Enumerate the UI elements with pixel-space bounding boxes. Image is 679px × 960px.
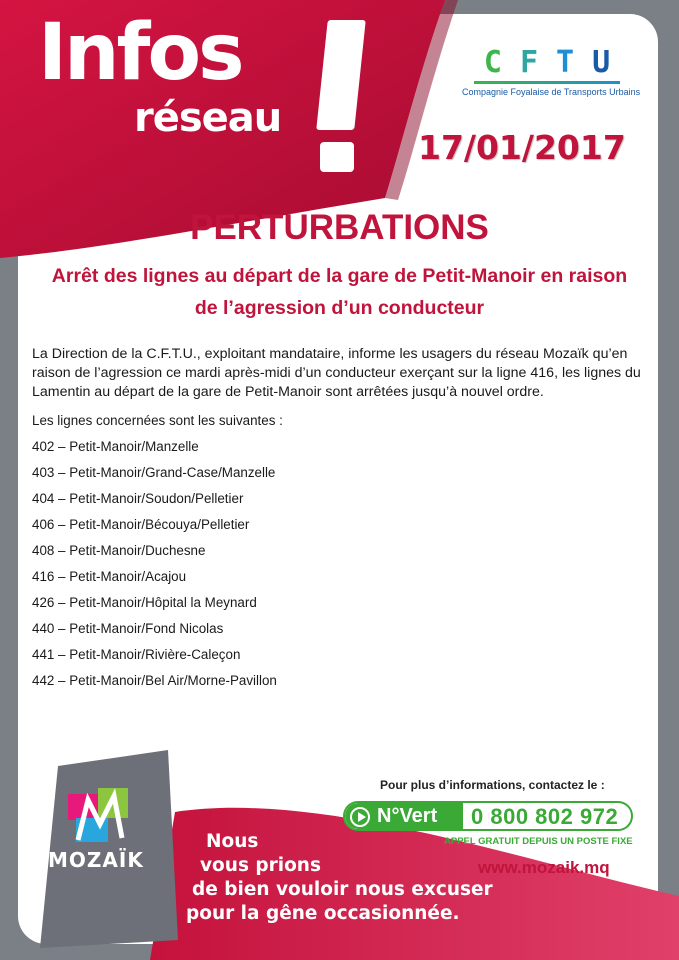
cftu-letter-t: T [556,45,575,80]
cftu-letter-u: U [592,45,611,80]
reseau-title: réseau [134,95,282,141]
notice-intro: La Direction de la C.F.T.U., exploitant mandataire, informe les usagers du réseau Mozaïk qu’en raison de l’agression ce mardi après-midi d’un conducteur exerçant sur la ligne 416, les lignes du Lamentin au départ de la gare de Petit-Manoir sont arrêtées jusqu’à nouvel ordre. [32,346,641,400]
play-arrow-icon [350,807,370,827]
cftu-logo [462,45,641,106]
cftu-letter-f: F [519,45,538,80]
list-item: 416 – Petit-Manoir/Acajou [32,569,187,584]
list-item: 404 – Petit-Manoir/Soudon/Pelletier [32,491,244,506]
mozaik-logo-icon [42,770,162,850]
list-item: 408 – Petit-Manoir/Duchesne [32,543,206,558]
numero-vert-label: N°Vert [377,805,438,827]
free-call-note: APPEL GRATUIT DEPUIS UN POSTE FIXE [444,836,633,847]
list-item: 441 – Petit-Manoir/Rivière-Caleçon [32,647,241,662]
list-item: 442 – Petit-Manoir/Bel Air/Morne-Pavillon [32,673,277,688]
website-link[interactable]: www.mozaik.mq [478,858,610,877]
list-item: 406 – Petit-Manoir/Bécouya/Pelletier [32,517,250,532]
apology-line-4: pour la gêne occasionnée. [186,903,460,924]
list-item: 402 – Petit-Manoir/Manzelle [32,439,199,454]
affected-lines-list [32,438,277,698]
list-item: 426 – Petit-Manoir/Hôpital la Meynard [32,595,257,610]
notice-date: 17/01/2017 [418,128,626,167]
apology-message [186,830,516,926]
notice-title: PERTURBATIONS [190,208,489,247]
cftu-letter-c: C [483,45,502,80]
mozaik-brand-name: MOZAÏK [48,848,144,872]
apology-line-2: vous prions [200,855,321,876]
numero-vert-label-area [345,803,463,829]
list-item: 403 – Petit-Manoir/Grand-Case/Manzelle [32,465,276,480]
cftu-full-name: Compagnie Foyalaise de Transports Urbains [462,87,641,97]
numero-vert-badge[interactable] [343,801,633,831]
concerned-lines-label: Les lignes concernées sont les suivantes : [32,413,283,428]
infos-title: Infos [38,8,242,98]
apology-line-1: Nous [206,831,259,852]
subtitle-line-1: Arrêt des lignes au départ de la gare de Petit-Manoir en raison [51,265,628,287]
contact-label: Pour plus d’informations, contactez le : [380,778,605,792]
list-item: 440 – Petit-Manoir/Fond Nicolas [32,621,224,636]
exclamation-dot-icon [320,142,354,172]
cftu-underline [474,81,620,84]
subtitle-line-2: de l’agression d’un conducteur [194,297,485,319]
apology-line-3: de bien vouloir nous excuser [192,879,493,900]
notice-subtitle [40,260,639,324]
numero-vert-phone[interactable]: 0 800 802 972 [471,804,619,829]
